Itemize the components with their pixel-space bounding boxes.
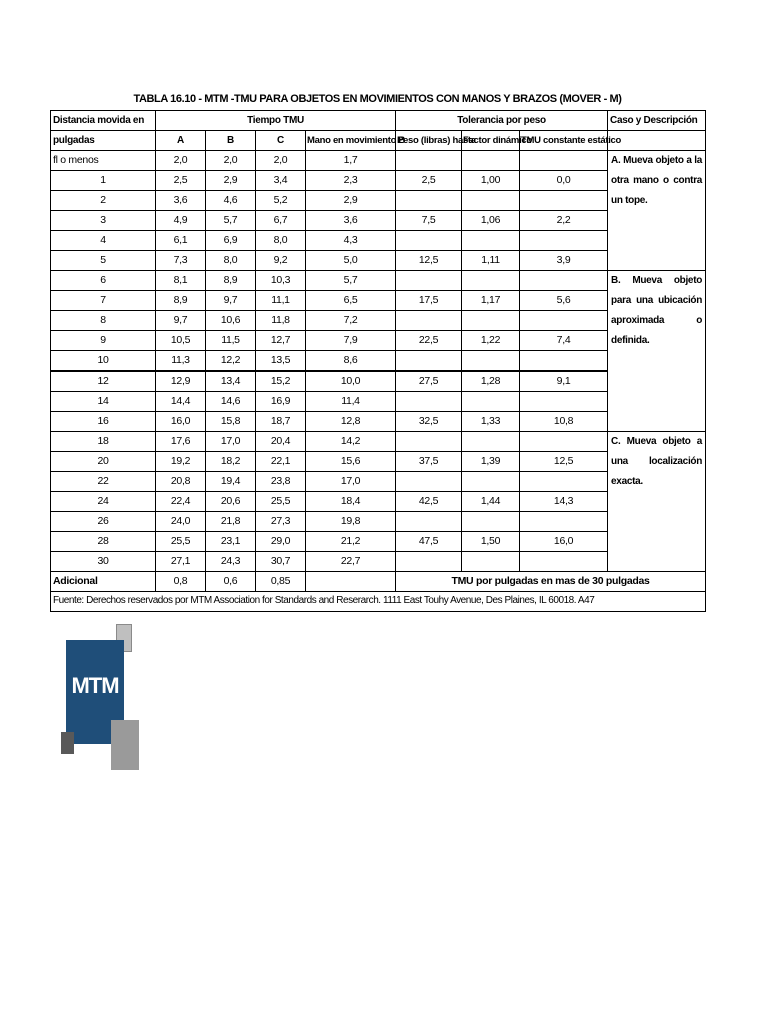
table-row [51,171,706,191]
cell-mano: 10,0 [306,371,396,392]
cell-b: 6,9 [206,231,256,251]
adicional-a: 0,8 [156,572,206,592]
cell-a: 16,0 [156,412,206,432]
cell-peso [396,271,462,291]
cell-b: 18,2 [206,452,256,472]
cell-b: 24,3 [206,552,256,572]
table-row [51,432,706,452]
cell-b: 2,9 [206,171,256,191]
cell-distancia: 16 [51,412,156,432]
cell-factor [462,472,520,492]
cell-mano: 1,7 [306,151,396,171]
cell-a: 24,0 [156,512,206,532]
cell-factor [462,552,520,572]
cell-factor [462,351,520,372]
cell-mano: 2,9 [306,191,396,211]
table-row [51,532,706,552]
cell-distancia: 12 [51,371,156,392]
header-caso: Caso y Descripción [608,111,706,131]
table-row [51,191,706,211]
cell-a: 20,8 [156,472,206,492]
cell-c: 11,1 [256,291,306,311]
logo-square-gray [111,720,139,770]
cell-mano: 5,7 [306,271,396,291]
cell-c: 16,9 [256,392,306,412]
header-col-b: B [206,131,256,151]
cell-b: 15,8 [206,412,256,432]
cell-tmu [520,191,608,211]
cell-distancia: 10 [51,351,156,372]
cell-factor: 1,22 [462,331,520,351]
cell-peso: 12,5 [396,251,462,271]
cell-factor [462,432,520,452]
cell-a: 22,4 [156,492,206,512]
cell-a: 6,1 [156,231,206,251]
cell-tmu [520,432,608,452]
table-row [51,311,706,331]
cell-distancia: 20 [51,452,156,472]
cell-peso [396,311,462,331]
adicional-b: 0,6 [206,572,256,592]
mtm-logo [61,624,141,774]
header-col-tmu: TMU constante estático [520,131,608,151]
cell-b: 23,1 [206,532,256,552]
cell-c: 23,8 [256,472,306,492]
table-row [51,412,706,432]
cell-b: 4,6 [206,191,256,211]
header-distancia-1: Distancia movida en [51,111,156,131]
cell-distancia: 14 [51,392,156,412]
adicional-empty [306,572,396,592]
cell-c: 15,2 [256,371,306,392]
cell-c: 8,0 [256,231,306,251]
cell-peso: 47,5 [396,532,462,552]
cell-a: 25,5 [156,532,206,552]
cell-mano: 15,6 [306,452,396,472]
cell-tmu: 12,5 [520,452,608,472]
cell-mano: 3,6 [306,211,396,231]
cell-peso: 32,5 [396,412,462,432]
cell-factor: 1,17 [462,291,520,311]
table-row [51,351,706,372]
cell-mano: 6,5 [306,291,396,311]
cell-peso: 42,5 [396,492,462,512]
cell-b: 11,5 [206,331,256,351]
cell-tmu [520,151,608,171]
cell-mano: 7,2 [306,311,396,331]
cell-a: 4,9 [156,211,206,231]
cell-c: 29,0 [256,532,306,552]
cell-mano: 4,3 [306,231,396,251]
cell-c: 2,0 [256,151,306,171]
cell-mano: 19,8 [306,512,396,532]
header-row-1 [51,111,706,131]
cell-peso [396,472,462,492]
cell-factor: 1,44 [462,492,520,512]
cell-tmu [520,512,608,532]
cell-tmu: 10,8 [520,412,608,432]
cell-a: 11,3 [156,351,206,372]
cell-c: 6,7 [256,211,306,231]
cell-peso [396,151,462,171]
cell-tmu: 3,9 [520,251,608,271]
cell-tmu [520,271,608,291]
cell-b: 8,9 [206,271,256,291]
cell-c: 3,4 [256,171,306,191]
cell-tmu: 7,4 [520,331,608,351]
cell-peso [396,191,462,211]
cell-b: 12,2 [206,351,256,372]
table-row [51,271,706,291]
cell-factor: 1,06 [462,211,520,231]
header-tolerancia: Tolerancia por peso [396,111,608,131]
cell-a: 9,7 [156,311,206,331]
cell-a: 2,0 [156,151,206,171]
cell-peso [396,512,462,532]
cell-c: 11,8 [256,311,306,331]
cell-a: 3,6 [156,191,206,211]
source-row [51,592,706,612]
cell-distancia: 5 [51,251,156,271]
cell-distancia: 2 [51,191,156,211]
cell-factor: 1,11 [462,251,520,271]
logo-text: MTM [71,673,119,698]
cell-distancia: 6 [51,271,156,291]
cell-mano: 14,2 [306,432,396,452]
cell-factor [462,231,520,251]
cell-peso [396,432,462,452]
header-caso-empty [608,131,706,151]
cell-factor: 1,28 [462,371,520,392]
cell-factor [462,151,520,171]
cell-a: 8,1 [156,271,206,291]
cell-c: 12,7 [256,331,306,351]
table-row [51,492,706,512]
table-row [51,512,706,532]
table-row [51,211,706,231]
cell-distancia: 28 [51,532,156,552]
cell-c: 27,3 [256,512,306,532]
case-a: A. Mueva objeto a la otra mano o contra un tope. [608,151,706,271]
cell-tmu [520,392,608,412]
cell-distancia: 1 [51,171,156,191]
cell-b: 9,7 [206,291,256,311]
cell-peso: 22,5 [396,331,462,351]
cell-c: 20,4 [256,432,306,452]
cell-mano: 7,9 [306,331,396,351]
cell-b: 21,8 [206,512,256,532]
cell-peso [396,392,462,412]
cell-a: 17,6 [156,432,206,452]
cell-b: 8,0 [206,251,256,271]
table-title: TABLA 16.10 - MTM -TMU PARA OBJETOS EN MOVIMIENTOS CON MANOS Y BRAZOS (MOVER - M) [133,93,622,105]
cell-b: 14,6 [206,392,256,412]
cell-a: 7,3 [156,251,206,271]
source-cell [51,592,706,698]
cell-b: 13,4 [206,371,256,392]
cell-a: 27,1 [156,552,206,572]
table-row [51,392,706,412]
cell-c: 25,5 [256,492,306,512]
case-b: B. Mueva objeto para una ubicación aproximada o definida. [608,271,706,432]
cell-c: 5,2 [256,191,306,211]
cell-a: 14,4 [156,392,206,412]
cell-tmu [520,231,608,251]
cell-peso: 37,5 [396,452,462,472]
table-row [51,151,706,171]
cell-tmu: 5,6 [520,291,608,311]
cell-mano: 21,2 [306,532,396,552]
cell-factor: 1,33 [462,412,520,432]
cell-distancia: fl o menos [51,151,156,171]
cell-b: 10,6 [206,311,256,331]
cell-mano: 11,4 [306,392,396,412]
source-text: Fuente: Derechos reservados por MTM Association for Standards and Reserarch. 1111 East Touhy Avenue, Des Plaines, IL 60018. A47 [53,595,595,606]
header-col-c: C [256,131,306,151]
header-row-2 [51,131,706,151]
table-row [51,291,706,311]
table-row [51,331,706,351]
cell-c: 13,5 [256,351,306,372]
cell-peso [396,351,462,372]
case-c: C. Mueva objeto a una localización exacta. [608,432,706,572]
cell-distancia: 4 [51,231,156,251]
table-row [51,231,706,251]
cell-c: 10,3 [256,271,306,291]
cell-a: 8,9 [156,291,206,311]
cell-c: 30,7 [256,552,306,572]
cell-b: 2,0 [206,151,256,171]
cell-factor [462,512,520,532]
cell-mano: 2,3 [306,171,396,191]
table-row [51,472,706,492]
adicional-label: Adicional [51,572,156,592]
cell-c: 9,2 [256,251,306,271]
cell-a: 19,2 [156,452,206,472]
cell-tmu: 14,3 [520,492,608,512]
cell-distancia: 9 [51,331,156,351]
cell-tmu: 16,0 [520,532,608,552]
cell-b: 17,0 [206,432,256,452]
adicional-c: 0,85 [256,572,306,592]
cell-mano: 22,7 [306,552,396,572]
cell-factor [462,311,520,331]
cell-distancia: 26 [51,512,156,532]
cell-distancia: 22 [51,472,156,492]
cell-tmu: 0,0 [520,171,608,191]
table-row [51,371,706,392]
table-row [51,251,706,271]
cell-peso [396,231,462,251]
cell-distancia: 30 [51,552,156,572]
table-row [51,452,706,472]
cell-peso: 2,5 [396,171,462,191]
header-distancia-2: pulgadas [51,131,156,151]
cell-distancia: 18 [51,432,156,452]
cell-tmu [520,351,608,372]
cell-mano: 12,8 [306,412,396,432]
cell-mano: 5,0 [306,251,396,271]
cell-b: 20,6 [206,492,256,512]
cell-tmu: 9,1 [520,371,608,392]
header-col-a: A [156,131,206,151]
adicional-note: TMU por pulgadas en mas de 30 pulgadas [396,572,706,592]
cell-peso: 7,5 [396,211,462,231]
cell-c: 22,1 [256,452,306,472]
cell-peso [396,552,462,572]
header-col-peso: Peso (libras) hasta [396,131,462,151]
cell-factor [462,191,520,211]
cell-factor: 1,39 [462,452,520,472]
cell-factor: 1,00 [462,171,520,191]
mtm-table [50,110,706,698]
cell-peso: 27,5 [396,371,462,392]
cell-factor: 1,50 [462,532,520,552]
cell-b: 5,7 [206,211,256,231]
cell-factor [462,271,520,291]
cell-mano: 17,0 [306,472,396,492]
cell-distancia: 3 [51,211,156,231]
cell-distancia: 7 [51,291,156,311]
cell-distancia: 8 [51,311,156,331]
header-tiempo: Tiempo TMU [156,111,396,131]
cell-tmu [520,311,608,331]
table-row [51,552,706,572]
cell-a: 2,5 [156,171,206,191]
cell-tmu: 2,2 [520,211,608,231]
cell-mano: 8,6 [306,351,396,372]
cell-c: 18,7 [256,412,306,432]
cell-mano: 18,4 [306,492,396,512]
logo-square-dark [61,732,74,754]
cell-a: 10,5 [156,331,206,351]
cell-a: 12,9 [156,371,206,392]
cell-tmu [520,472,608,492]
cell-tmu [520,552,608,572]
header-col-mano: Mano en movimiento B [306,131,396,151]
cell-distancia: 24 [51,492,156,512]
adicional-row [51,572,706,592]
cell-b: 19,4 [206,472,256,492]
cell-peso: 17,5 [396,291,462,311]
header-col-factor: Factor dinámico [462,131,520,151]
cell-factor [462,392,520,412]
